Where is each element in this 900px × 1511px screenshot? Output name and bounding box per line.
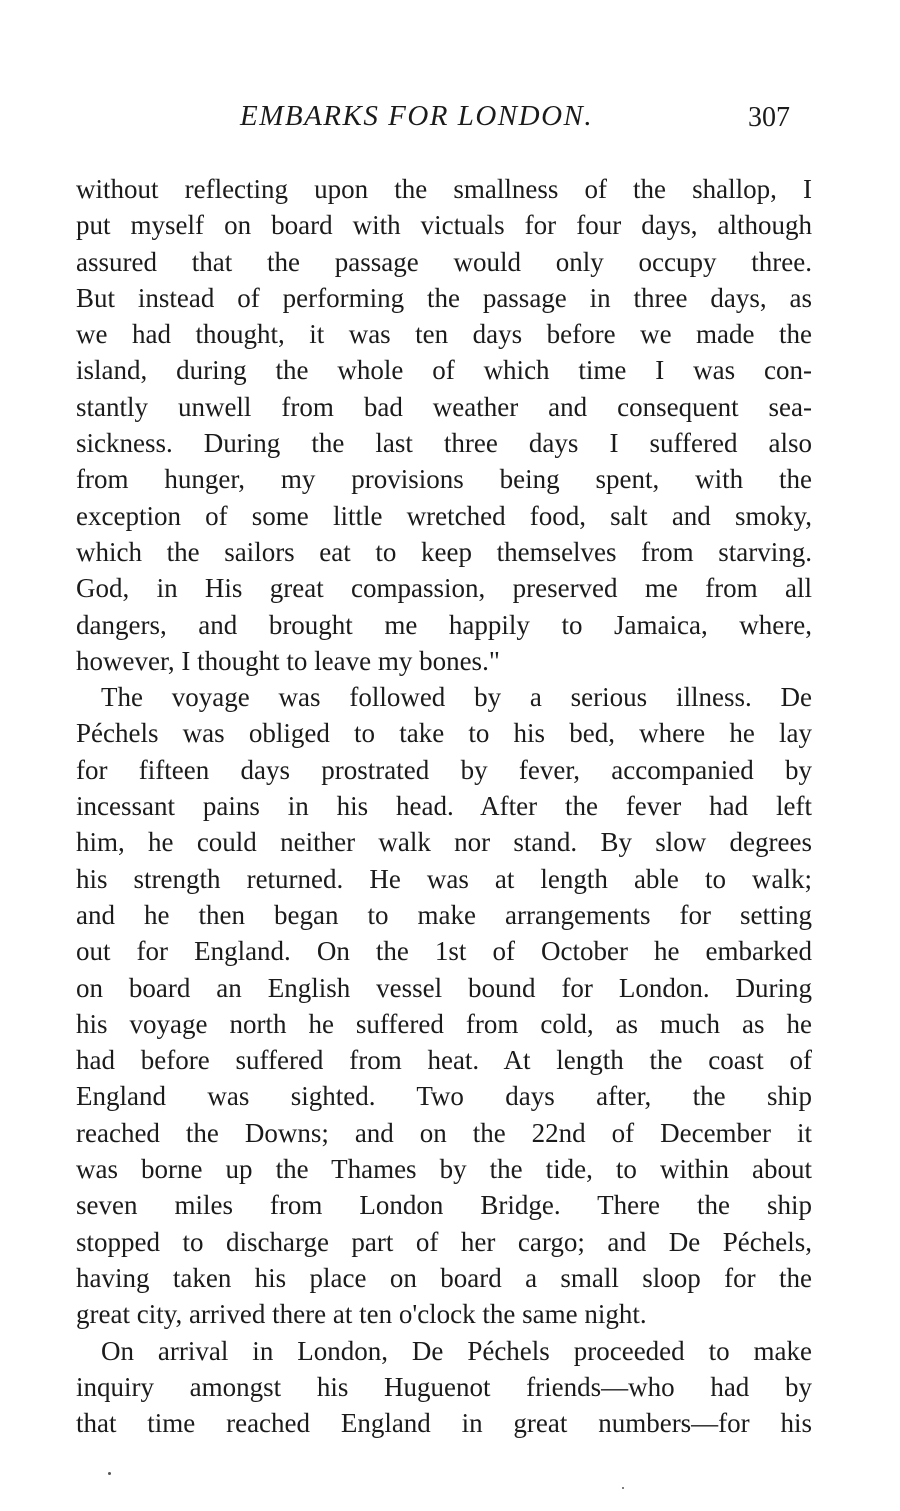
text-line: stopped to discharge part of her cargo; and De Péchels, <box>76 1226 812 1257</box>
text-line: God, in His great compassion, preserved me from all <box>76 573 812 604</box>
text-line: we had thought, it was ten days before we made the <box>76 319 812 350</box>
print-speck <box>622 1487 624 1489</box>
text-line: exception of some little wretched food, salt and smoky, <box>76 500 812 531</box>
body-text <box>76 171 812 1441</box>
text-line: incessant pains in his head. After the fever had left <box>76 791 812 822</box>
text-line: Péchels was obliged to take to his bed, where he lay <box>76 718 812 749</box>
text-line: having taken his place on board a small sloop for the <box>76 1262 812 1293</box>
text-line: On arrival in London, De Péchels proceeded to make <box>101 1335 812 1366</box>
text-line: however, I thought to leave my bones." <box>76 645 500 676</box>
running-title: EMBARKS FOR LONDON. <box>240 100 594 132</box>
text-line: assured that the passage would only occupy three. <box>76 246 812 277</box>
text-line: and he then began to make arrangements for setting <box>76 899 812 930</box>
text-line: which the sailors eat to keep themselves from starving. <box>76 536 812 567</box>
text-line: island, during the whole of which time I was con- <box>76 355 812 386</box>
text-line: England was sighted. Two days after, the ship <box>76 1081 812 1112</box>
text-line: inquiry amongst his Huguenot friends—who had by <box>76 1371 812 1402</box>
text-line: his voyage north he suffered from cold, as much as he <box>76 1008 812 1039</box>
text-line: his strength returned. He was at length able to walk; <box>76 863 812 894</box>
text-line: seven miles from London Bridge. There the ship <box>76 1190 812 1221</box>
text-line: had before suffered from heat. At length the coast of <box>76 1045 812 1076</box>
paragraph-3 <box>76 1333 812 1442</box>
text-line: great city, arrived there at ten o'clock the same night. <box>76 1299 647 1330</box>
print-speck <box>108 1472 111 1475</box>
paragraph-1 <box>76 171 812 679</box>
text-line: out for England. On the 1st of October he embarked <box>76 936 812 967</box>
paragraph-2 <box>76 679 812 1332</box>
text-line: for fifteen days prostrated by fever, accompanied by <box>76 754 812 785</box>
text-line: dangers, and brought me happily to Jamaica, where, <box>76 609 812 640</box>
text-line: reached the Downs; and on the 22nd of December it <box>76 1117 812 1148</box>
page-header <box>0 100 900 140</box>
text-line: sickness. During the last three days I suffered also <box>76 428 812 459</box>
text-line: him, he could neither walk nor stand. By slow degrees <box>76 827 812 858</box>
text-line: put myself on board with victuals for four days, although <box>76 210 812 241</box>
text-line: stantly unwell from bad weather and consequent sea- <box>76 391 812 422</box>
text-line: was borne up the Thames by the tide, to within about <box>76 1154 812 1185</box>
text-line: without reflecting upon the smallness of the shallop, I <box>76 174 812 204</box>
text-line: The voyage was followed by a serious illness. De <box>101 682 812 713</box>
page-number: 307 <box>748 102 790 133</box>
text-line: on board an English vessel bound for London. During <box>76 972 812 1003</box>
text-line: that time reached England in great numbers—for his <box>76 1408 812 1439</box>
text-line: But instead of performing the passage in three days, as <box>76 282 812 313</box>
text-line: from hunger, my provisions being spent, with the <box>76 464 812 495</box>
